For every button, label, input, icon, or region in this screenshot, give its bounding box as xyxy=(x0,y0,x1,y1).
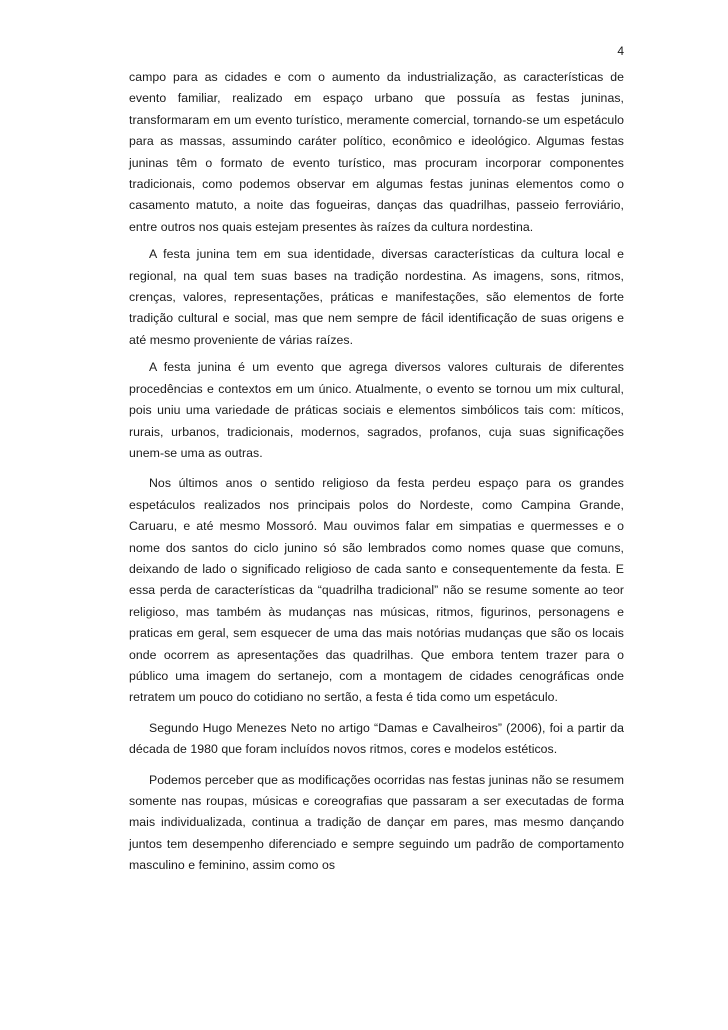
page-number: 4 xyxy=(617,44,624,58)
paragraph-modifications: Podemos perceber que as modificações ocorridas nas festas juninas não se resumem somente nas roupas, músicas e coreografias que passaram a ser executadas de forma mais individualizada, continua a tradição de dançar em pares, mas mesmo dançando juntos tem desempenho diferenciado e sempre seguindo um padrão de comportamento masculino e feminino, assim como os xyxy=(129,772,624,873)
paragraph-continuation: campo para as cidades e com o aumento da industrialização, as características de evento familiar, realizado em espaço urbano que possuía as festas juninas, transformaram em um evento turístico, meramente comercial, tornando-se um espetáculo para as massas, assumindo caráter político, econômico e ideológico. Algumas festas juninas têm o formato de evento turístico, mas procuram incorporar componentes tradicionais, como podemos observar em algumas festas juninas elementos como o casamento matuto, a noite das fogueiras, danças das quadrilhas, passeio ferroviário, entre outros nos quais estejam presentes às raízes da cultura nordestina. xyxy=(129,70,624,234)
paragraph-cultural-values: A festa junina é um evento que agrega diversos valores culturais de diferentes procedências e contextos em um único. Atualmente, o evento se tornou um mix cultural, pois uniu uma variedade de práticas sociais e elementos simbólicos tais com: míticos, rurais, urbanos, tradicionais, modernos, sagrados, profanos, cuja suas significações unem-se uma as outras. xyxy=(129,360,624,460)
paragraph-religious-sense: Nos últimos anos o sentido religioso da festa perdeu espaço para os grandes espetáculos realizados nos principais polos do Nordeste, como Campina Grande, Caruaru, e até mesmo Mossoró. Mau ouvimos falar em simpatias e quermesses e o nome dos santos do ciclo junino só são lembrados como nomes quase que comuns, deixando de lado o significado religioso de cada santo e consequentemente da festa. E essa perda de características da “quadrilha tradicional” não se resume somente ao teor religioso, mas também às mudanças nas músicas, ritmos, figurinos, personagens e praticas em geral, sem esquecer de uma das mais notórias mudanças que são os locais onde ocorrem as apresentações das quadrilhas. Que embora tentem trazer para o público uma imagem do sertanejo, com a montagem de cidades cenográficas onde retratem um pouco do cotidiano no sertão, a festa é tida como um espetáculo. xyxy=(129,476,624,705)
body-text xyxy=(129,67,624,877)
paragraph-identity: A festa junina tem em sua identidade, diversas características da cultura local e regional, na qual tem suas bases na tradição nordestina. As imagens, sons, ritmos, crenças, valores, representações, práticas e manifestações, são elementos de forte tradição cultural e social, mas que nem sempre de fácil identificação de suas origens e até mesmo proveniente de várias raízes. xyxy=(129,247,624,347)
paragraph-hugo-menezes: Segundo Hugo Menezes Neto no artigo “Damas e Cavalheiros” (2006), foi a partir da década de 1980 que foram incluídos novos ritmos, cores e modelos estéticos. xyxy=(129,720,624,757)
